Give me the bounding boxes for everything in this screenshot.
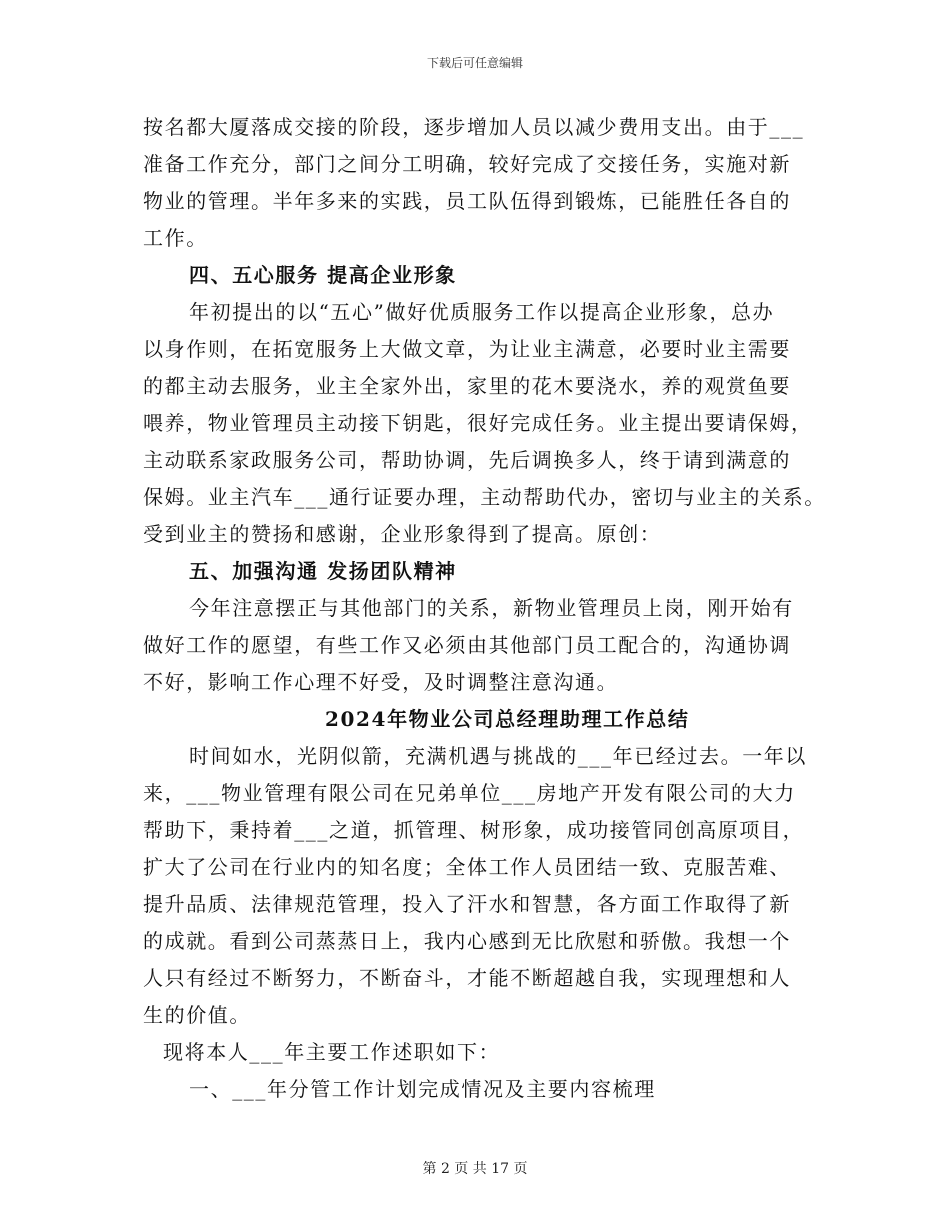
document-title: 2024年物业公司总经理助理工作总结: [325, 707, 690, 731]
paragraph-line: 提升品质、法律规范管理，投入了汗水和智慧，各方面工作取得了新: [143, 892, 791, 916]
paragraph-line: 的成就。看到公司蒸蒸日上，我内心感到无比欣慰和骄傲。我想一个: [143, 929, 791, 953]
paragraph-line: 主动联系家政服务公司，帮助协调，先后调换多人，终于请到满意的: [143, 448, 791, 472]
paragraph-line: 年初提出的以“五心”做好优质服务工作以提高企业形象，总办: [189, 300, 775, 324]
paragraph-line: 保姆。业主汽车___通行证要办理，主动帮助代办，密切与业主的关系。: [143, 485, 826, 509]
section-heading-five: 五、加强沟通 发扬团队精神: [189, 559, 457, 583]
paragraph-line: 时间如水，光阴似箭，充满机遇与挑战的___年已经过去。一年以: [189, 744, 807, 768]
paragraph-line: 生的价值。: [143, 1003, 251, 1027]
paragraph-line: 以身作则，在拓宽服务上大做文章，为让业主满意，必要时业主需要: [143, 337, 791, 361]
paragraph-line: 扩大了公司在行业内的知名度；全体工作人员团结一致、克服苦难、: [143, 855, 791, 879]
paragraph-line: 今年注意摆正与其他部门的关系，新物业管理员上岗，刚开始有: [189, 596, 794, 620]
paragraph-line: 来，___物业管理有限公司在兄弟单位___房地产开发有限公司的大力: [143, 781, 796, 805]
page-header: 下载后可任意编辑: [426, 56, 523, 70]
paragraph-line: 帮助下，秉持着___之道，抓管理、树形象，成功接管同创高原项目，: [143, 818, 805, 842]
paragraph-line: 一、___年分管工作计划完成情况及主要内容梳理: [189, 1077, 656, 1101]
paragraph-line: 人只有经过不断努力，不断奋斗，才能不断超越自我，实现理想和人: [143, 966, 791, 990]
paragraph-line: 不好，影响工作心理不好受，及时调整注意沟通。: [143, 670, 619, 694]
paragraph-line: 工作。: [143, 226, 208, 250]
paragraph-line: 物业的管理。半年多来的实践，员工队伍得到锻炼，已能胜任各自的: [143, 189, 791, 213]
section-heading-four: 四、五心服务 提高企业形象: [189, 263, 457, 287]
paragraph-line: 受到业主的赞扬和感谢，企业形象得到了提高。原创：: [143, 522, 662, 546]
paragraph-line: 现将本人___年主要工作述职如下：: [163, 1040, 501, 1064]
paragraph-line: 按名都大厦落成交接的阶段，逐步增加人员以减少费用支出。由于___: [143, 115, 805, 139]
paragraph-line: 的都主动去服务，业主全家外出，家里的花木要浇水，养的观赏鱼要: [143, 374, 791, 398]
page-footer: 第 2 页 共 17 页: [422, 1161, 528, 1177]
paragraph-line: 准备工作充分，部门之间分工明确，较好完成了交接任务，实施对新: [143, 152, 791, 176]
paragraph-line: 做好工作的愿望，有些工作又必须由其他部门员工配合的，沟通协调: [143, 633, 791, 657]
paragraph-line: 喂养，物业管理员主动接下钥匙，很好完成任务。业主提出要请保姆，: [143, 411, 813, 435]
